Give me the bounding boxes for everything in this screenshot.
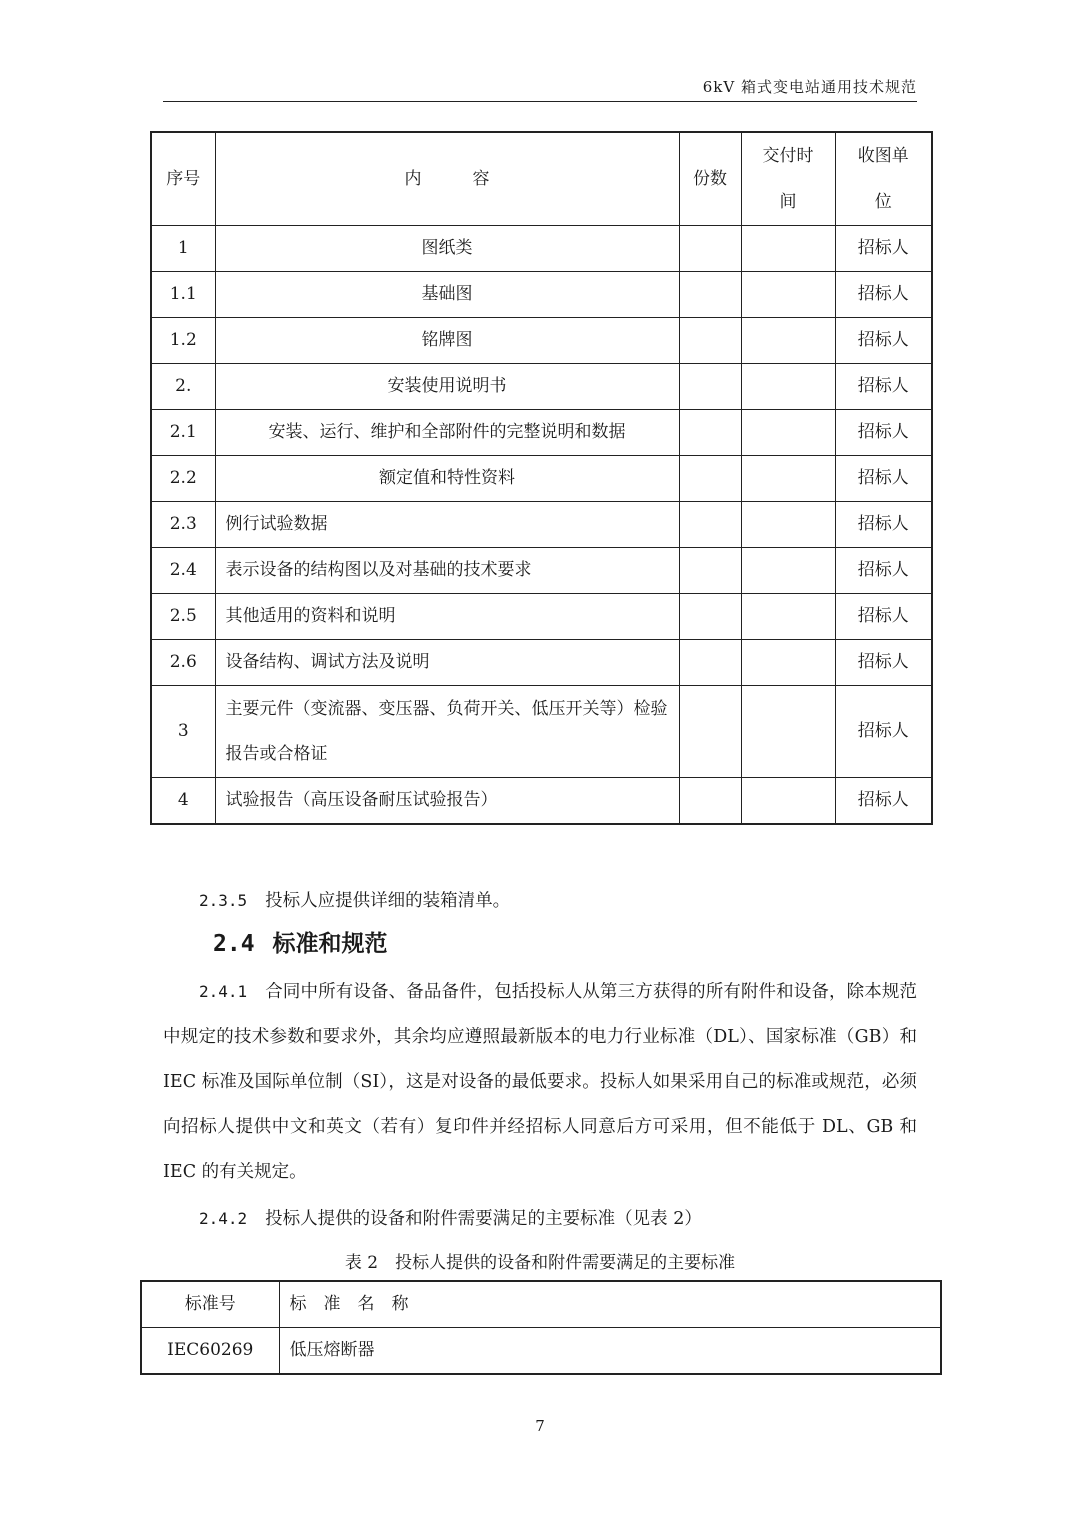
- section-heading: [213, 925, 388, 963]
- row-recipient: 招标人: [835, 502, 932, 548]
- row-no: 2.5: [151, 594, 215, 640]
- header-std-no: 标准号: [141, 1281, 279, 1328]
- table-row: [151, 318, 932, 364]
- row-no: 1: [151, 226, 215, 272]
- row-content: 试验报告（高压设备耐压试验报告）: [215, 778, 679, 824]
- row-delivery: [741, 594, 835, 640]
- row-content: 例行试验数据: [215, 502, 679, 548]
- row-copies: [679, 778, 741, 824]
- header-delivery: 交付时间: [741, 132, 835, 226]
- row-delivery: [741, 548, 835, 594]
- header-recipient: 收图单位: [835, 132, 932, 226]
- table-row: [151, 226, 932, 272]
- header-no: 序号: [151, 132, 215, 226]
- clause-number: 2.4.2: [199, 1209, 248, 1228]
- row-recipient: 招标人: [835, 548, 932, 594]
- row-no: 2.2: [151, 456, 215, 502]
- row-no: 4: [151, 778, 215, 824]
- table-row: [151, 502, 932, 548]
- row-copies: [679, 456, 741, 502]
- row-copies: [679, 686, 741, 778]
- row-delivery: [741, 272, 835, 318]
- row-content: 设备结构、调试方法及说明: [215, 640, 679, 686]
- row-delivery: [741, 456, 835, 502]
- row-copies: [679, 226, 741, 272]
- table-row: [141, 1328, 941, 1375]
- section-title: 标准和规范: [272, 931, 388, 957]
- row-content: 安装使用说明书: [215, 364, 679, 410]
- row-std-no: IEC60269: [141, 1328, 279, 1375]
- table-row: [151, 364, 932, 410]
- row-copies: [679, 318, 741, 364]
- row-no: 2.3: [151, 502, 215, 548]
- table-header-row: [151, 132, 932, 226]
- row-recipient: 招标人: [835, 364, 932, 410]
- row-copies: [679, 548, 741, 594]
- table-row: [151, 548, 932, 594]
- row-no: 2.1: [151, 410, 215, 456]
- row-copies: [679, 502, 741, 548]
- row-delivery: [741, 410, 835, 456]
- row-no: 1.2: [151, 318, 215, 364]
- table-row: [151, 594, 932, 640]
- clause-2-4-2: [163, 1196, 917, 1242]
- row-delivery: [741, 364, 835, 410]
- row-copies: [679, 272, 741, 318]
- row-recipient: 招标人: [835, 686, 932, 778]
- deliverables-table: [150, 131, 933, 825]
- row-delivery: [741, 686, 835, 778]
- row-copies: [679, 364, 741, 410]
- header-copies: 份数: [679, 132, 741, 226]
- row-recipient: 招标人: [835, 594, 932, 640]
- row-content: 安装、运行、维护和全部附件的完整说明和数据: [215, 410, 679, 456]
- row-no: 2.4: [151, 548, 215, 594]
- row-no: 3: [151, 686, 215, 778]
- row-content: 铭牌图: [215, 318, 679, 364]
- clause-text: 投标人应提供详细的装箱清单。: [265, 891, 511, 911]
- clause-text: 合同中所有设备、备品备件，包括投标人从第三方获得的所有附件和设备，除本规范中规定的技术参数和要求外，其余均应遵照最新版本的电力行业标准（DL）、国家标准（GB）和 IEC 标准及国际单位制（SI），这是对设备的最低要求。投标人如果采用自己的标准或规范，必须向招标人提供中文和英文（若有）复印件并经招标人同意后方可采用，但不能低于 DL、GB 和 IEC 的有关规定。: [163, 982, 917, 1182]
- row-recipient: 招标人: [835, 226, 932, 272]
- clause-2-3-5: [163, 878, 917, 924]
- row-recipient: 招标人: [835, 410, 932, 456]
- row-delivery: [741, 778, 835, 824]
- table-row: [151, 686, 932, 778]
- clause-number: 2.4.1: [199, 982, 248, 1001]
- row-delivery: [741, 226, 835, 272]
- table-row: [151, 272, 932, 318]
- page-header: 6kV 箱式变电站通用技术规范: [702, 78, 917, 96]
- table-row: [151, 410, 932, 456]
- row-recipient: 招标人: [835, 272, 932, 318]
- row-content: 主要元件（变流器、变压器、负荷开关、低压开关等）检验报告或合格证: [215, 686, 679, 778]
- row-content: 其他适用的资料和说明: [215, 594, 679, 640]
- clause-number: 2.3.5: [199, 891, 248, 910]
- header-rule: [163, 101, 917, 102]
- row-recipient: 招标人: [835, 318, 932, 364]
- row-content: 图纸类: [215, 226, 679, 272]
- row-copies: [679, 594, 741, 640]
- table-row: [151, 456, 932, 502]
- table-caption: 表 2 投标人提供的设备和附件需要满足的主要标准: [344, 1253, 736, 1273]
- clause-text: 投标人提供的设备和附件需要满足的主要标准（见表 2）: [265, 1209, 702, 1229]
- row-recipient: 招标人: [835, 456, 932, 502]
- row-delivery: [741, 640, 835, 686]
- row-content: 表示设备的结构图以及对基础的技术要求: [215, 548, 679, 594]
- row-no: 2.6: [151, 640, 215, 686]
- row-std-name: 低压熔断器: [279, 1328, 941, 1375]
- clause-2-4-1: [163, 969, 917, 1195]
- header-std-name: 标 准 名 称: [279, 1281, 941, 1328]
- row-content: 额定值和特性资料: [215, 456, 679, 502]
- row-content: 基础图: [215, 272, 679, 318]
- row-delivery: [741, 502, 835, 548]
- table-row: [151, 778, 932, 824]
- row-no: 2.: [151, 364, 215, 410]
- header-content: 内 容: [215, 132, 679, 226]
- section-number: 2.4: [213, 931, 255, 957]
- row-recipient: 招标人: [835, 640, 932, 686]
- row-copies: [679, 640, 741, 686]
- table-row: [151, 640, 932, 686]
- row-copies: [679, 410, 741, 456]
- table-header-row: [141, 1281, 941, 1328]
- row-delivery: [741, 318, 835, 364]
- page-number: 7: [535, 1417, 545, 1435]
- standards-table: [140, 1280, 942, 1375]
- row-no: 1.1: [151, 272, 215, 318]
- row-recipient: 招标人: [835, 778, 932, 824]
